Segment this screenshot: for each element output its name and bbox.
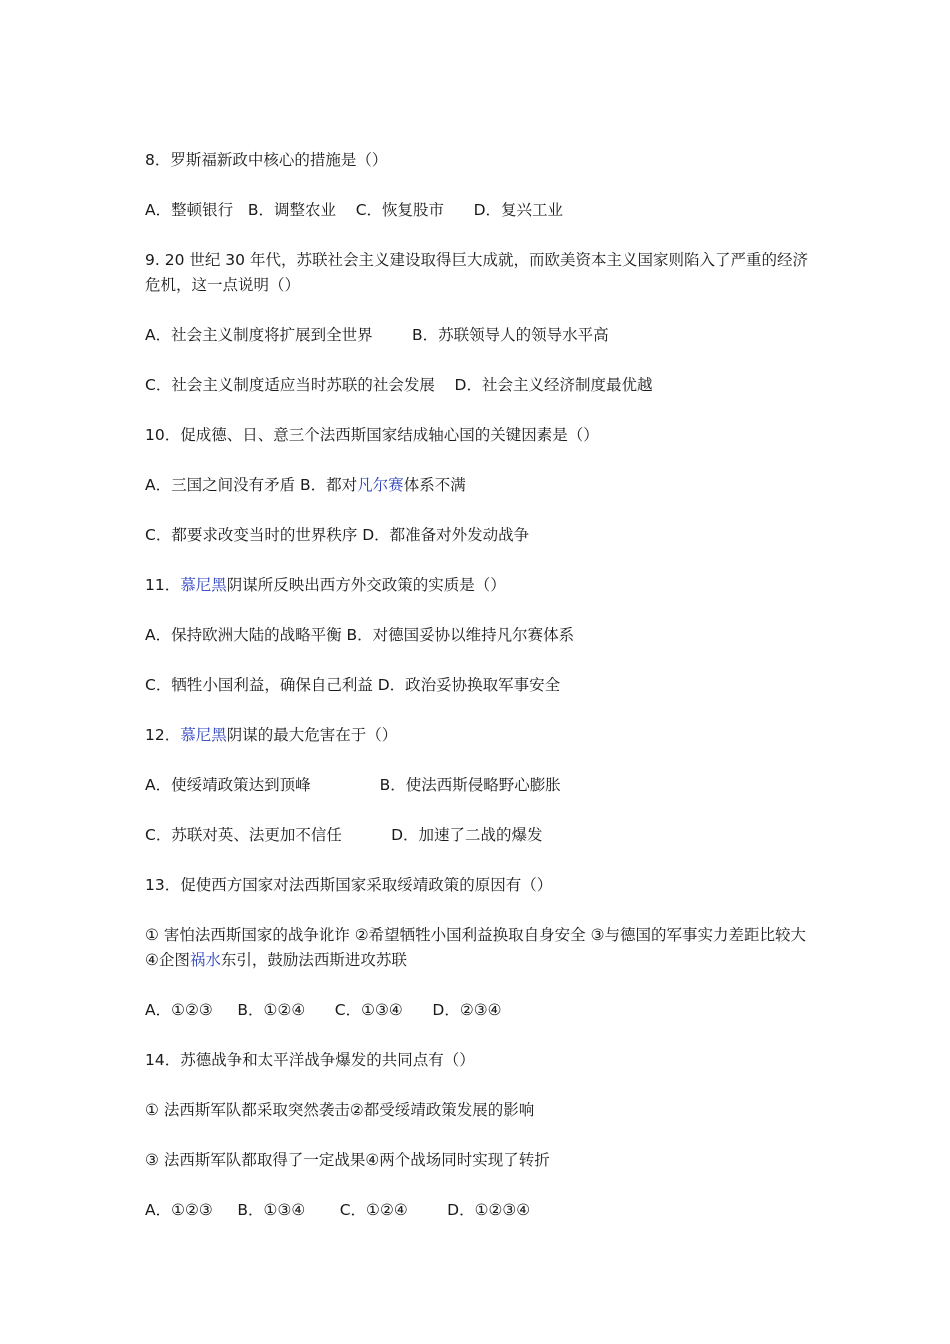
question-13-items-tail: 东引，鼓励法西斯进攻苏联 (220, 951, 407, 969)
question-13-options: A．①②③ B．①②④ C．①③④ D．②③④ (145, 1001, 502, 1019)
question-10-stem: 10．促成德、日、意三个法西斯国家结成轴心国的关键因素是（） (145, 426, 599, 444)
huoshui-link[interactable]: 祸水 (189, 951, 221, 969)
question-12-stem-text: 阴谋的最大危害在于（） (226, 726, 398, 744)
question-9-options-ab: A．社会主义制度将扩展到全世界 B．苏联领导人的领导水平高 (145, 326, 609, 344)
question-12-stem (145, 723, 815, 748)
question-12-options-cd: C．苏联对英、法更加不信任 D．加速了二战的爆发 (145, 826, 543, 844)
question-11-number: 11． (145, 576, 181, 594)
versailles-link[interactable]: 凡尔赛 (357, 476, 404, 494)
question-11-stem (145, 573, 815, 598)
question-12-number: 12． (145, 726, 181, 744)
question-10-options-ab-text: A．三国之间没有矛盾 B．都对 (145, 476, 358, 494)
question-14-options: A．①②③ B．①③④ C．①②④ D．①②③④ (145, 1201, 531, 1219)
question-12-options-ab: A．使绥靖政策达到顶峰 B．使法西斯侵略野心膨胀 (145, 776, 561, 794)
question-13-items-text: ① 害怕法西斯国家的战争讹诈 ②希望牺牲小国利益换取自身安全 ③与德国的军事实力差距比较大 ④企图 (145, 926, 811, 969)
question-9-options-cd: C．社会主义制度适应当时苏联的社会发展 D．社会主义经济制度最优越 (145, 376, 653, 394)
question-11-stem-text: 阴谋所反映出西方外交政策的实质是（） (226, 576, 506, 594)
question-13-items (145, 923, 815, 973)
munich-link[interactable]: 慕尼黑 (180, 576, 227, 594)
question-8-options: A．整顿银行 B．调整农业 C．恢复股市 D．复兴工业 (145, 201, 564, 219)
question-11-options-cd: C．牺牲小国利益，确保自己利益 D．政治妥协换取军事安全 (145, 676, 561, 694)
exam-page (145, 148, 815, 1248)
question-10-options-ab-tail: 体系不满 (403, 476, 466, 494)
question-10-options-cd: C．都要求改变当时的世界秩序 D．都准备对外发动战争 (145, 526, 530, 544)
question-8-stem: 8．罗斯福新政中核心的措施是（） (145, 151, 388, 169)
question-14-stem: 14．苏德战争和太平洋战争爆发的共同点有（） (145, 1051, 475, 1069)
question-13-stem: 13．促使西方国家对法西斯国家采取绥靖政策的原因有（） (145, 876, 553, 894)
question-14-items-12: ① 法西斯军队都采取突然袭击②都受绥靖政策发展的影响 (145, 1101, 535, 1119)
question-14-items-34: ③ 法西斯军队都取得了一定战果④两个战场同时实现了转折 (145, 1151, 550, 1169)
question-10-options-ab (145, 473, 815, 498)
question-11-options-ab: A．保持欧洲大陆的战略平衡 B．对德国妥协以维持凡尔赛体系 (145, 626, 575, 644)
munich-link[interactable]: 慕尼黑 (180, 726, 227, 744)
question-9-stem: 9. 20 世纪 30 年代，苏联社会主义建设取得巨大成就，而欧美资本主义国家则陷入了严重的经济危机，这一点说明（） (145, 251, 808, 294)
